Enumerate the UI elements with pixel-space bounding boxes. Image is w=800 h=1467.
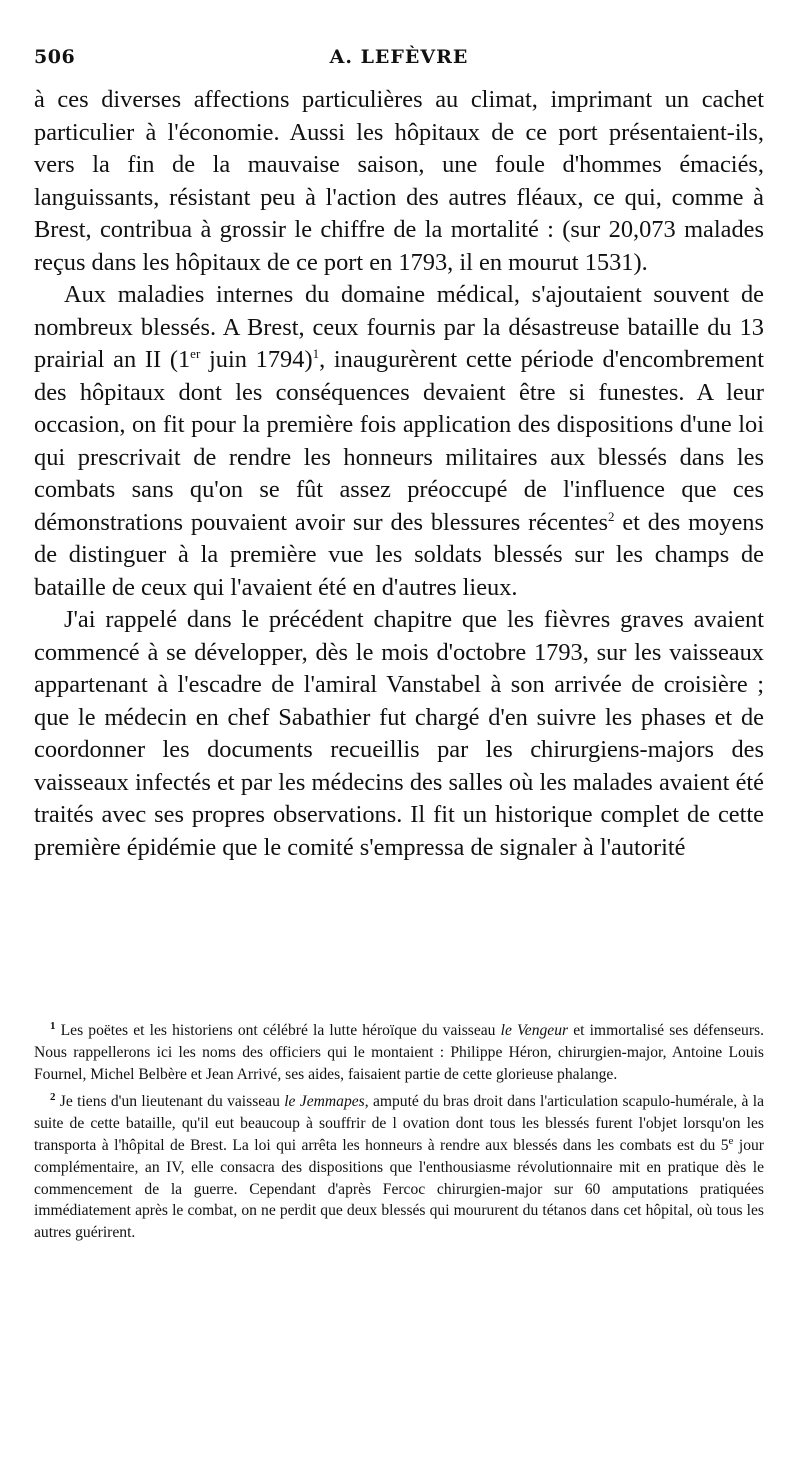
footnote-1-ship-name: le Vengeur bbox=[500, 1022, 569, 1039]
footnote-1-text-a: Les poëtes et les historiens ont célébré la lutte héroïque du vaisseau bbox=[55, 1022, 501, 1039]
running-head: A. LEFÈVRE bbox=[329, 46, 469, 68]
paragraph-2-text-a: Aux maladies internes du domaine médical, s'ajoutaient souvent de nombreux blessés. A Brest, ceux fournis par la désastreuse bataille du 13 prairial an II (1 bbox=[34, 281, 764, 373]
page-header bbox=[34, 46, 764, 80]
footnote-2-text-b: , amputé du bras droit dans l'articulation scapulo-humérale, à la suite de cette bataille, qu'il eut beaucoup à souffrir de l ovation dont tous les blessés furent l'objet lorsqu'on les transporta à l'hôpital de Brest. La loi qui arrêta les honneurs à rendre aux blessés dans les combats est du 5 bbox=[34, 1093, 764, 1154]
paragraph-1: à ces diverses affections particulières au climat, imprimant un cachet particulier à l'économie. Aussi les hôpitaux de ce port présentaient-ils, vers la fin de la mauvaise saison, une foule d'hommes émaciés, languissants, résistant peu à l'action des autres fléaux, ce qui, comme à Brest, contribua à grossir le chiffre de la mortalité : (sur 20,073 malades reçus dans les hôpitaux de ce port en 1793, il en mourut 1531). bbox=[34, 86, 764, 276]
footnote-1 bbox=[34, 1020, 764, 1085]
footnote-2-superscript-e: e bbox=[728, 1134, 734, 1147]
footnote-2-text-c: jour complémentaire, an IV, elle consacra des dispositions que l'enthousiasme révolutionnaire mit en pratique dès le commencement de la guerre. Cependant d'après Fercoc chirurgien-major sur 60 amputations pratiquées immédiatement après le combat, on ne perdit que deux blessés qui moururent du tétanos dans cet hôpital, où tous les autres guérirent. bbox=[34, 1136, 764, 1242]
footnote-1-text-b: et immortalisé ses défenseurs. Nous rappellerons ici les noms des officiers qui le montaient : Philippe Héron, chirurgien-major, Antoine Louis Fournel, Michel Belbère et Jean Arrivé, ses aides, faisaient partie de cette glorieuse phalange. bbox=[34, 1022, 764, 1083]
footnote-ref-1[interactable]: 1 bbox=[312, 345, 320, 361]
paragraph-3: J'ai rappelé dans le précédent chapitre que les fièvres graves avaient commencé à se développer, dès le mois d'octobre 1793, sur les vaisseaux appartenant à l'escadre de l'amiral Vanstabel à son arrivée de croisière ; que le médecin en chef Sabathier fut chargé d'en suivre les phases et de coordonner les documents recueillis par les chirurgiens-majors des vaisseaux infectés et par les médecins des salles où les malades avaient été traités avec ses propres observations. Il fit un historique complet de cette première épidémie que le comité s'empressa de signaler à l'autorité bbox=[34, 606, 764, 861]
footnote-1-marker: 1 bbox=[50, 1019, 56, 1032]
footnotes bbox=[34, 1020, 764, 1244]
main-text bbox=[34, 84, 764, 864]
paragraph-2-text-b: juin 1794) bbox=[200, 346, 313, 373]
footnote-2-text-a: Je tiens d'un lieutenant du vaisseau bbox=[55, 1093, 285, 1111]
superscript-er: er bbox=[190, 345, 201, 361]
paragraph-2 bbox=[34, 279, 764, 604]
paragraph-2-text-d: et des moyens de distinguer à la première vue les soldats blessés sur les champs de bataille de ceux qui l'avaient été en d'autres lieux. bbox=[34, 508, 764, 601]
footnote-2 bbox=[34, 1091, 764, 1244]
page-number: 506 bbox=[34, 46, 76, 68]
footnote-2-marker: 2 bbox=[50, 1091, 56, 1104]
footnote-2-ship-name: le Jemmapes bbox=[284, 1093, 365, 1111]
paragraph-2-text-c: , inaugurèrent cette période d'encombrement des hôpitaux dont les conséquences devaient être si funestes. A leur occasion, on fit pour la première fois application des dispositions d'une loi qui prescrivait de rendre les honneurs militaires aux blessés dans les combats sans qu'on se fût assez préoccupé de l'influence que ces démonstrations pouvaient avoir sur des blessures récentes bbox=[34, 346, 764, 536]
footnote-ref-2[interactable]: 2 bbox=[607, 508, 615, 524]
